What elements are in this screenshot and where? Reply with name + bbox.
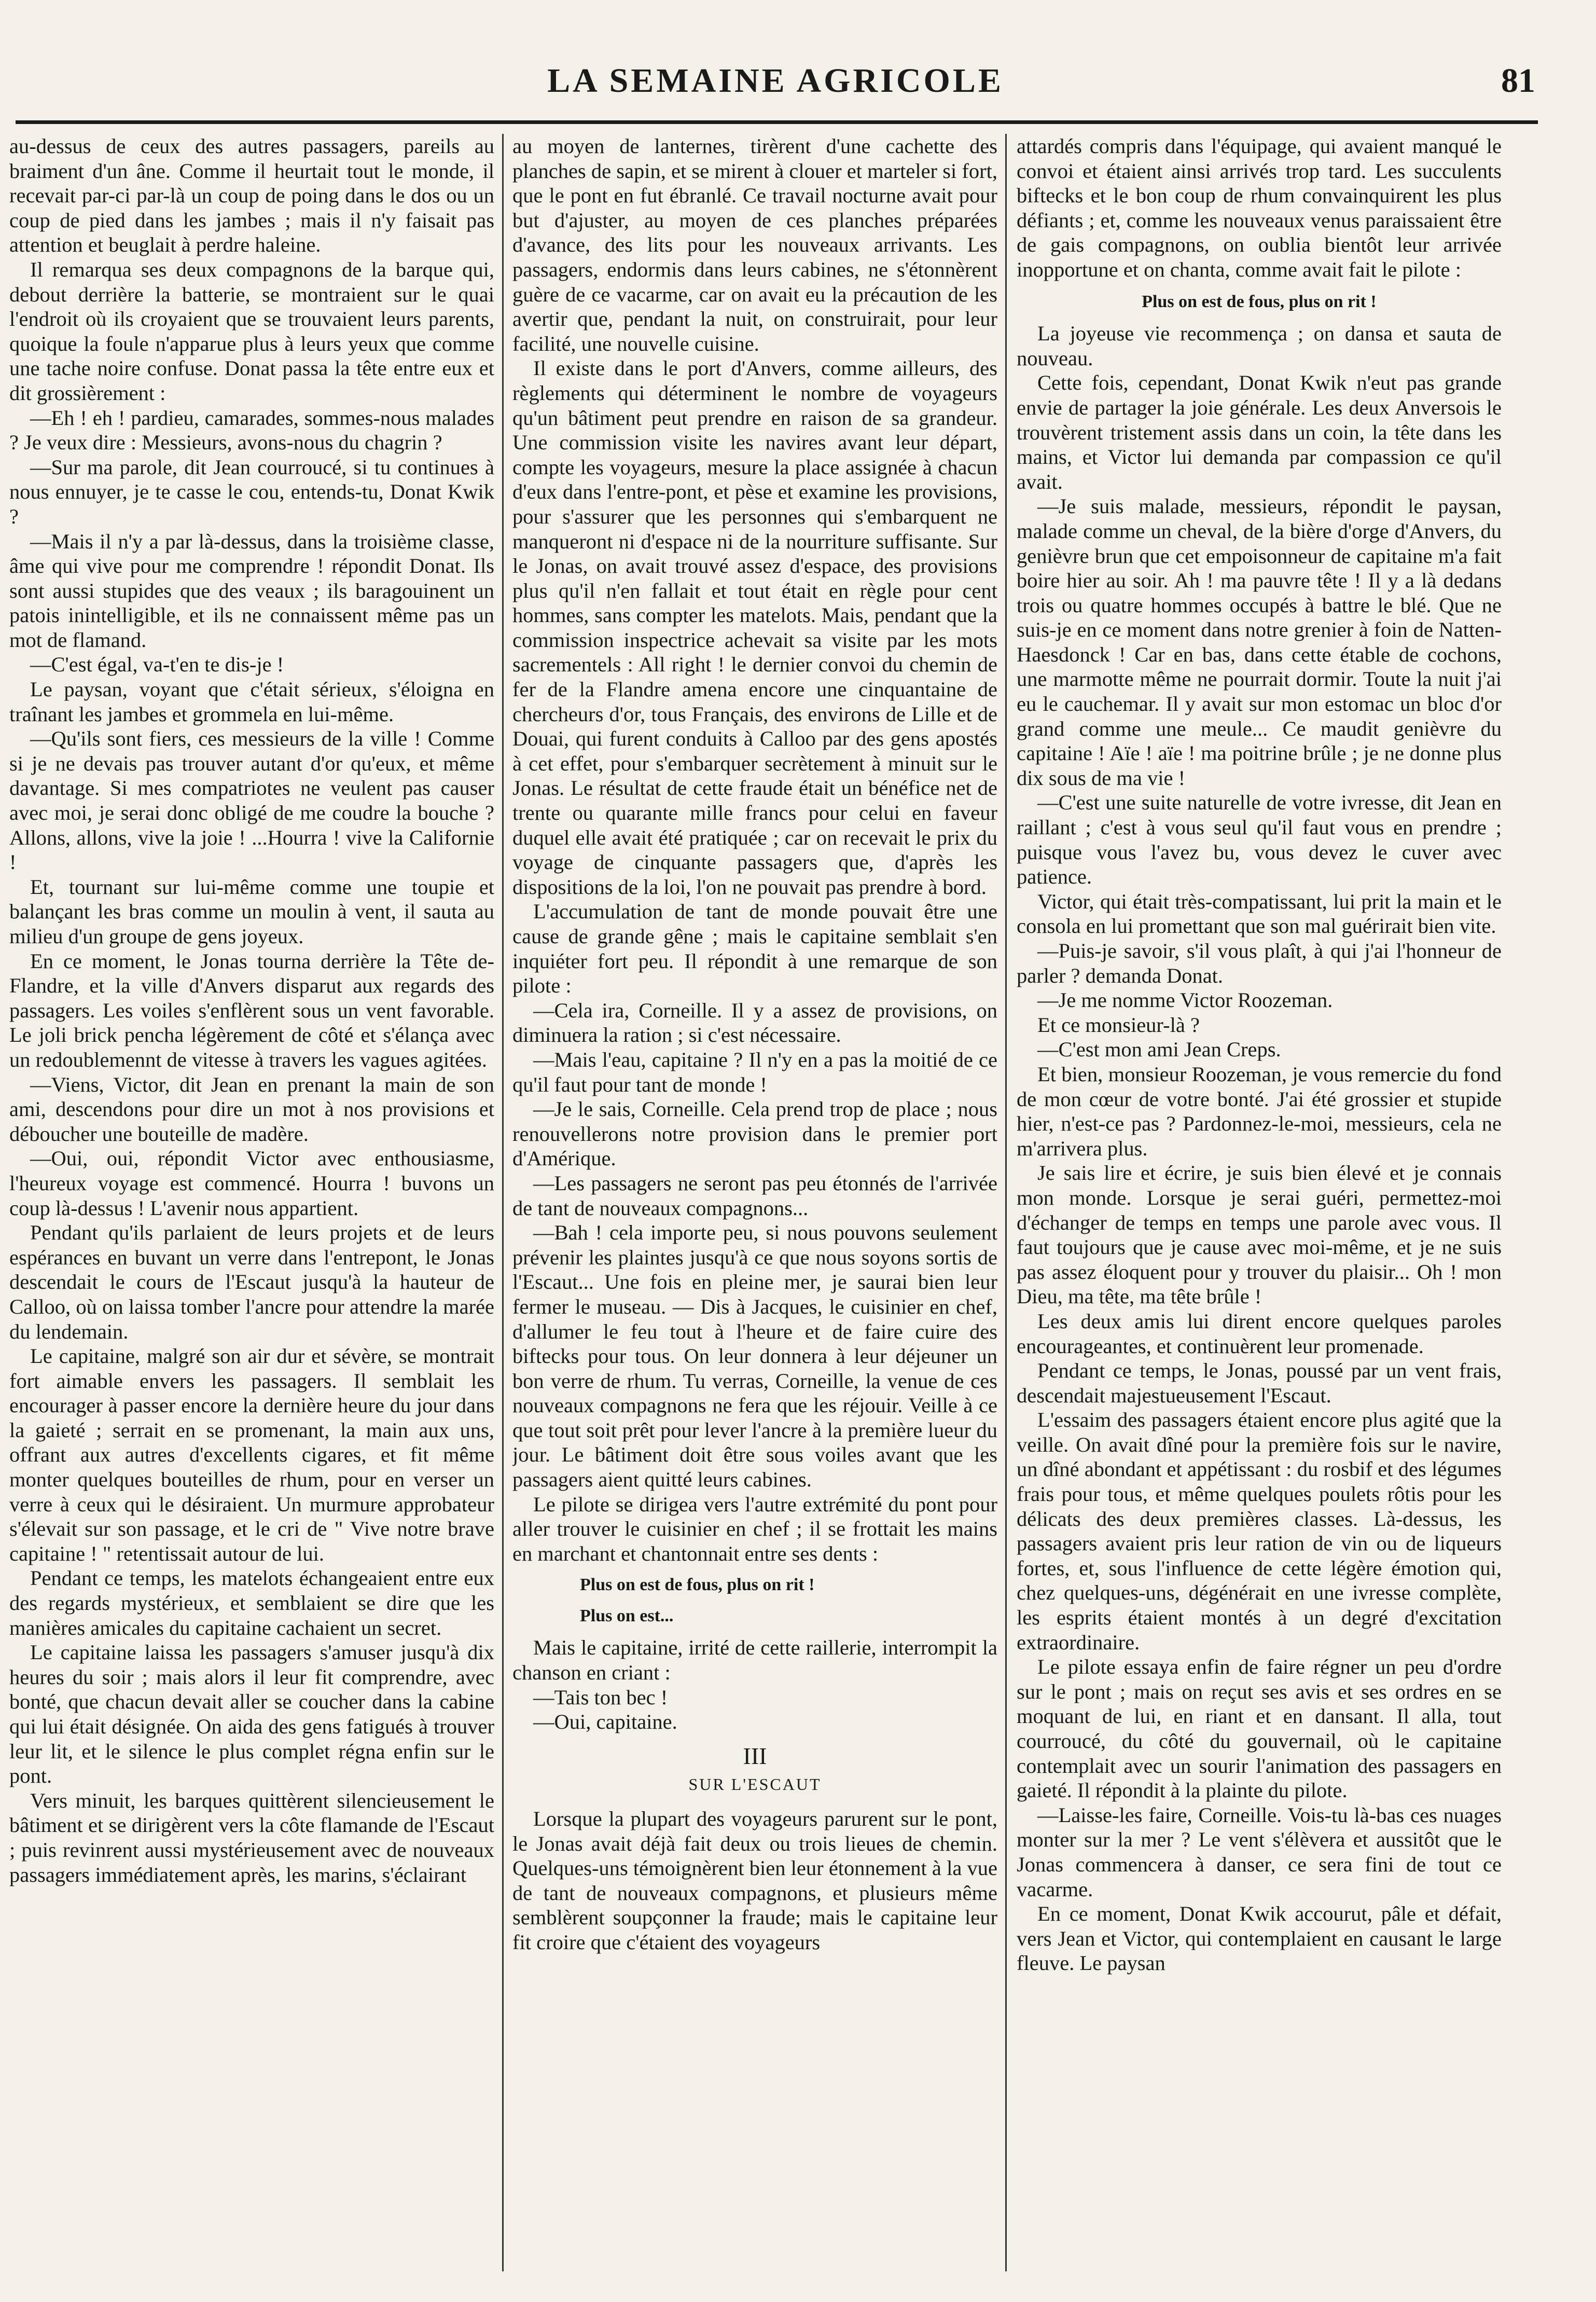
paragraph: Le capitaine laissa les passagers s'amuser jusqu'à dix heures du soir ; mais alors il leur fit comprendre, avec bonté, que chacun devait aller se coucher dans la cabine qui lui était désignée. On aida des gens fatigués à trouver leur lit, et le silence le plus complet régna enfin sur le pont.: [9, 1641, 494, 1788]
paragraph: Il remarqua ses deux compagnons de la barque qui, debout derrière la batterie, se montraient sur le quai l'endroit où ils croyaient que se trouvaient leurs parents, quoique la foule n'apparue plus à leurs yeux que comme une tache noire confuse. Donat passa la tête entre eux et dit grossièrement :: [9, 257, 494, 405]
text-column-3: [1017, 134, 1502, 2271]
chapter-title: SUR L'ESCAUT: [688, 1775, 822, 1794]
paragraph: Vers minuit, les barques quittèrent silencieusement le bâtiment et se dirigèrent vers la côte flamande de l'Escaut ; puis revinrent aussi mystérieusement avec de nouveaux passagers immédiatement après, les marins, s'éclairant: [9, 1788, 494, 1886]
paragraph: Victor, qui était très-compatissant, lui prit la main et le consola en lui promettant que son mal guérirait bien vite.: [1017, 889, 1502, 938]
paragraph: —Oui, capitaine.: [533, 1710, 677, 1734]
paragraph: L'accumulation de tant de monde pouvait être une cause de grande gêne ; mais le capitaine semblait s'en inquiéter fort peu. Il répondit à une remarque de son pilote :: [512, 900, 997, 998]
paragraph-continued: attardés compris dans l'équipage, qui avaient manqué le convoi et étaient ainsi arrivés trop tard. Les succulents biftecks et le bon coup de rhum convainquirent les plus défiants ; et, comme les nouveaux venus paraissaient être de gais compagnons, on oublia bientôt leur arrivée inopportune et on chanta, comme avait fait le pilote :: [1017, 134, 1502, 281]
paragraph: —Les passagers ne seront pas peu étonnés de l'arrivée de tant de nouveaux compagnons...: [512, 1171, 997, 1220]
paragraph: En ce moment, Donat Kwik accourut, pâle et défait, vers Jean et Victor, qui contemplaient en causant le large fleuve. Le paysan: [1017, 1902, 1502, 1975]
paragraph: Et, tournant sur lui-même comme une toupie et balançant les bras comme un moulin à vent, il sauta au milieu d'un groupe de gens joyeux.: [9, 875, 494, 948]
chapter-number: III: [743, 1742, 767, 1769]
paragraph: Pendant qu'ils parlaient de leurs projets et de leurs espérances en buvant un verre dans l'entrepont, le Jonas descendait le cours de l'Escaut jusqu'à la hauteur de Calloo, où on laissa tomber l'ancre pour attendre la marée du lendemain.: [9, 1221, 494, 1343]
paragraph: Pendant ce temps, les matelots échangeaient entre eux des regards mystérieux, et semblaient se dire que les manières amicales du capitaine cachaient un secret.: [9, 1566, 494, 1639]
paragraph: —Bah ! cela importe peu, si nous pouvons seulement prévenir les plaintes jusqu'à ce que nous soyons sortis de l'Escaut... Une fois en pleine mer, je saurai bien leur fermer le museau. — Dis à Jacques, le cuisinier en chef, d'allumer le feu tout à l'heure et de faire cuire des biftecks pour tous. On leur donnera à leur déjeuner un bon verre de rhum. Tu verras, Corneille, la venue de ces nouveaux compagnons ne fera que les réjouir. Veille à ce que tout soit prêt pour lever l'ancre à la première lueur du jour. Le bâtiment doit être sous voiles avant que les passagers aient quitté leurs cabines.: [512, 1221, 997, 1492]
paragraph: —Qu'ils sont fiers, ces messieurs de la ville ! Comme si je ne devais pas trouver autant d'or qu'eux, et même davantage. Si mes compatriotes ne veulent pas causer avec moi, je serai donc obligé de me coudre la bouche ? Allons, allons, vive la joie ! ...Hourra ! vive la Californie !: [9, 727, 494, 874]
paragraph: —Puis-je savoir, s'il vous plaît, à qui j'ai l'honneur de parler ? demanda Donat.: [1017, 939, 1502, 987]
header-rule: [16, 120, 1538, 124]
paragraph: —Tais ton bec !: [533, 1685, 668, 1709]
paragraph: Je sais lire et écrire, je suis bien élevé et je connais mon monde. Lorsque je serai guéri, permettez-moi d'échanger de temps en temps une parole avec vous. Il faut toujours que je cause avec moi-même, et je ne suis pas assez éloquent pour y trouver du plaisir... Oh ! mon Dieu, ma tête, ma tête brûle !: [1017, 1161, 1502, 1308]
paragraph: —Viens, Victor, dit Jean en prenant la main de son ami, descendons pour dire un mot à nos provisions et déboucher une bouteille de madère.: [9, 1072, 494, 1146]
paragraph: Et ce monsieur-là ?: [1037, 1013, 1200, 1037]
column-divider: [1005, 134, 1007, 2271]
paragraph: —C'est une suite naturelle de votre ivresse, dit Jean en raillant ; c'est à vous seul qu'il faut vous en prendre ; puisque vous l'avez bu, vous devez le cuver avec patience.: [1017, 791, 1502, 889]
text-column-1: [9, 134, 494, 2271]
page-number: 81: [1501, 62, 1535, 100]
paragraph: En ce moment, le Jonas tourna derrière la Tête de-Flandre, et la ville d'Anvers disparut aux regards des passagers. Les voiles s'enflèrent sous un vent favorable. Le joli brick pencha légèrement de côté et s'élança avec un redoublemennt de vitesse à travers les vagues agitées.: [9, 949, 494, 1071]
paragraph: —Oui, oui, répondit Victor avec enthousiasme, l'heureux voyage est commencé. Hourra ! buvons un coup là-dessus ! L'avenir nous appartient.: [9, 1147, 494, 1220]
running-title: LA SEMAINE AGRICOLE: [547, 62, 1004, 100]
paragraph: —Je le sais, Corneille. Cela prend trop de place ; nous renouvellerons notre provision dans le premier port d'Amérique.: [512, 1097, 997, 1170]
paragraph: Mais le capitaine, irrité de cette raillerie, interrompit la chanson en criant :: [512, 1636, 997, 1685]
paragraph: Lorsque la plupart des voyageurs parurent sur le pont, le Jonas avait déjà fait deux ou trois lieues de chemin. Quelques-uns témoignèrent bien leur étonnement à la vue de tant de nouveaux compagnons, et plusieurs même semblèrent soupçonner la fraude; mais le capitaine leur fit croire que c'étaient des voyageurs: [512, 1807, 997, 1954]
song-line: Plus on est...: [580, 1606, 674, 1626]
page-header: [16, 61, 1535, 129]
paragraph: Les deux amis lui dirent encore quelques paroles encourageantes, et continuèrent leur promenade.: [1017, 1309, 1502, 1358]
paragraph: Le capitaine, malgré son air dur et sévère, se montrait fort aimable envers les passagers. Il semblait les encourager à passer encore la dernière heure du jour dans la gaieté ; serrait en se promenant, la main aux uns, offrant aux autres d'excellents cigares, et fit même monter quelques bouteilles de rhum, pour en verser un verre à ceux qui le désiraient. Un murmure approbateur s'élevait sur son passage, et le cri de " Vive notre brave capitaine ! " retentissait autour de lui.: [9, 1344, 494, 1565]
paragraph: —Laisse-les faire, Corneille. Vois-tu là-bas ces nuages monter sur la mer ? Le vent s'élèvera et aussitôt que le Jonas commencera à danser, ce sera fini de tout ce vacarme.: [1017, 1803, 1502, 1901]
paragraph: —C'est mon ami Jean Creps.: [1037, 1038, 1281, 1062]
paragraph: —Cela ira, Corneille. Il y a assez de provisions, on diminuera la ration ; si c'est nécessaire.: [512, 998, 997, 1047]
paragraph: —Mais il n'y a par là-dessus, dans la troisième classe, âme qui vive pour me comprendre ! répondit Donat. Ils sont aussi stupides que des veaux ; ils baragouinent un patois inintelligible, et ils ne connaissent même pas un mot de flamand.: [9, 529, 494, 652]
song-line: Plus on est de fous, plus on rit !: [580, 1575, 815, 1595]
paragraph-continued: au-dessus de ceux des autres passagers, pareils au braiment d'un âne. Comme il heurtait tout le monde, il recevait par-ci par-là un coup de poing dans le dos ou un coup de pied dans les jambes ; mais il n'y faisait pas attention et beuglait à perdre haleine.: [9, 134, 494, 257]
paragraph: Pendant ce temps, le Jonas, poussé par un vent frais, descendait majestueusement l'Escaut.: [1017, 1359, 1502, 1407]
song-line: Plus on est de fous, plus on rit !: [1142, 292, 1377, 311]
paragraph: —Je me nomme Victor Roozeman.: [1037, 988, 1333, 1012]
paragraph: Le pilote se dirigea vers l'autre extrémité du pont pour aller trouver le cuisinier en chef ; il se frottait les mains en marchant et chantonnait entre ses dents :: [512, 1492, 997, 1565]
paragraph: —C'est égal, va-t'en te dis-je !: [30, 653, 284, 677]
paragraph: Il existe dans le port d'Anvers, comme ailleurs, des règlements qui déterminent le nombre de voyageurs qu'un bâtiment peut prendre en raison de sa grandeur. Une commission visite les navires avant leur départ, compte les voyageurs, mesure la place assignée à chacun d'eux dans l'entre-pont, et pèse et examine les provisions, pour s'assurer que les personnes qui s'embarquent ne manqueront ni d'espace ni de la nourriture suffisante. Sur le Jonas, on avait trouvé assez d'espace, des provisions plus qu'il n'en fallait et tout était en règle pour cent hommes, sans compter les matelots. Mais, pendant que la commission inspectrice achevait sa visite par les mots sacrementels : All right ! le dernier convoi du chemin de fer de la Flandre amena encore une cinquantaine de chercheurs d'or, tous Français, des environs de Lille et de Douai, qui furent conduits à Calloo par des gens apostés à cet effet, pour s'embarquer secrètement à minuit sur le Jonas. Le résultat de cette fraude était un bénéfice net de trente ou quarante mille francs pour celui en faveur duquel elle avait été pratiquée ; car on recevait le prix du voyage de cinquante passagers que, d'après les dispositions de la loi, l'on ne pouvait pas prendre à bord.: [512, 356, 997, 899]
paragraph: Et bien, monsieur Roozeman, je vous remercie du fond de mon cœur de votre bonté. J'ai été grossier et stupide hier, n'est-ce pas ? Pardonnez-le-moi, messieurs, cela ne m'arrivera plus.: [1017, 1062, 1502, 1160]
paragraph-continued: au moyen de lanternes, tirèrent d'une cachette des planches de sapin, et se mirent à clouer et marteler si fort, que le pont en fut ébranlé. Ce travail nocturne avait pour but d'ajuster, au moyen de ces planches préparées d'avance, des lits pour les nouveaux arrivants. Les passagers, endormis dans leurs cabines, ne s'étonnèrent guère de ce vacarme, car on avait eu la précaution de les avertir que, pendant la nuit, on construirait, pour leur facilité, une nouvelle cuisine.: [512, 134, 997, 355]
paragraph: —Sur ma parole, dit Jean courroucé, si tu continues à nous ennuyer, je te casse le cou, entends-tu, Donat Kwik ?: [9, 455, 494, 528]
paragraph: —Je suis malade, messieurs, répondit le paysan, malade comme un cheval, de la bière d'orge d'Anvers, du genièvre brun que cet empoisonneur de capitaine m'a fait boire hier au soir. Ah ! ma pauvre tête ! Il y a là dedans trois ou quatre hommes occupés à battre le blé. Que ne suis-je en ce moment dans notre grenier à foin de Natten-Haesdonck ! Car en bas, dans cette étable de cochons, une marmotte même ne pourrait dormir. Toute la nuit j'ai eu le cauchemar. Il y avait sur mon estomac un bloc d'or grand comme une meule... Ce maudit genièvre du capitaine ! Aïe ! aïe ! ma poitrine brûle ; je ne donne plus dix sous de ma vie !: [1017, 494, 1502, 790]
paragraph: —Mais l'eau, capitaine ? Il n'y en a pas la moitié de ce qu'il faut pour tant de monde !: [512, 1047, 997, 1096]
paragraph: Le pilote essaya enfin de faire régner un peu d'ordre sur le pont ; mais on reçut ses avis et ses ordres en se moquant de lui, en riant et en dansant. Il alla, tout courroucé, du côté du gouvernail, où le capitaine contemplait avec un sourir l'animation des passagers en gaieté. Il répondit à la plainte du pilote.: [1017, 1655, 1502, 1802]
paragraph: —Eh ! eh ! pardieu, camarades, sommes-nous malades ? Je veux dire : Messieurs, avons-nous du chagrin ?: [9, 406, 494, 454]
paragraph: L'essaim des passagers étaient encore plus agité que la veille. On avait dîné pour la première fois sur le navire, un dîné abondant et appétissant : du rosbif et des légumes frais pour tous, et même quelques poulets rôtis pour les délicats des deux premières classes. Là-dessus, les passagers avaient pris leur ration de vin ou de liqueurs fortes, et, sous l'influence de cette légère émotion qui, chez quelques-uns, dégénérait en une ivresse complète, les esprits étaient montés à un degré d'excitation extraordinaire.: [1017, 1408, 1502, 1654]
paragraph: Le paysan, voyant que c'était sérieux, s'éloigna en traînant les jambes et grommela en lui-même.: [9, 678, 494, 726]
paragraph: La joyeuse vie recommença ; on dansa et sauta de nouveau.: [1017, 322, 1502, 370]
text-column-2: [512, 134, 997, 2271]
paragraph: Cette fois, cependant, Donat Kwik n'eut pas grande envie de partager la joie générale. Les deux Anversois le trouvèrent tristement assis dans un coin, la tête dans les mains, et Victor lui demanda par compassion ce qu'il avait.: [1017, 371, 1502, 493]
column-divider: [502, 134, 504, 2271]
